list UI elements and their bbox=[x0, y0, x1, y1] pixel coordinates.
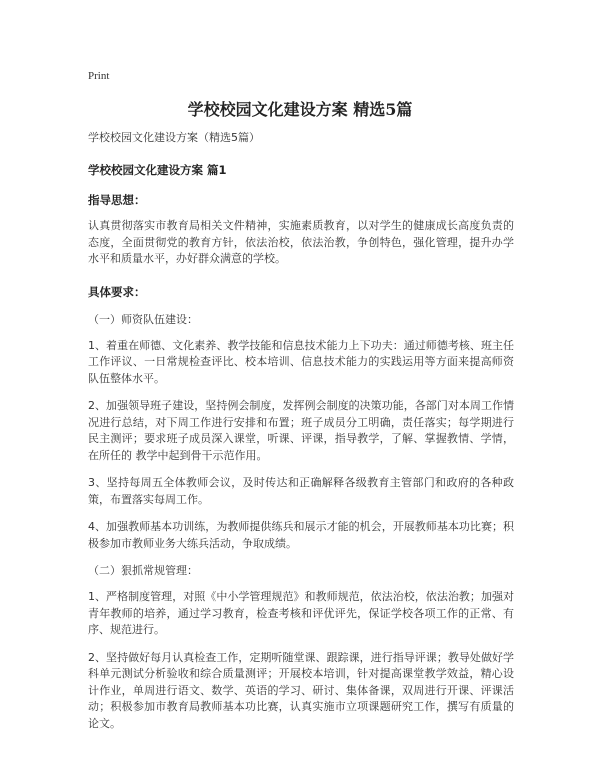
part1-item: 4、加强教师基本功训练，为教师提供练兵和展示才能的机会，开展教师基本功比赛；积极参加市教师业务大练兵活动，争取成绩。 bbox=[88, 520, 514, 550]
part1-item: 3、坚持每周五全体教师会议，及时传达和正确解释各级教育主管部门和政府的各种政策，布置落实每周工作。 bbox=[88, 476, 514, 506]
part2-item: 2、坚持做好每月认真检查工作，定期听随堂课、跟踪课，进行指导评课；教导处做好学科单元测试分析验收和综合质量测评；开展校本培训，针对提高课堂教学效益，精心设计作业，单周进行语文、数学、英语的学习、研讨、集体备课，双周进行开课、评课活动；积极参加市教育局教师基本功比赛，认真实施市立项课题研究工作，撰写有质量的论文。 bbox=[88, 650, 514, 730]
part1-item: 1、着重在师德、文化素养、教学技能和信息技术能力上下功夫：通过师德考核、班主任工作评议、一日常规检查评比、校本培训、信息技术能力的实践运用等方面来提高师资队伍整体水平。 bbox=[88, 338, 514, 385]
guiding-heading: 指导思想： bbox=[88, 193, 146, 207]
part2-item: 1、严格制度管理，对照《中小学管理规范》和教师规范，依法治校，依法治教；加强对青年教师的培养，通过学习教育，检查考核和评优评先，保证学校各项工作的正常、有序、规范进行。 bbox=[88, 590, 514, 636]
part1-item: 2、加强领导班子建设，坚持例会制度，发挥例会制度的决策功能，各部门对本周工作情况进行总结，对下周工作进行安排和布置；班子成员分工明确，责任落实；每学期进行民主测评；要求班子成员深入课堂，听课、评课，指导教学，了解、掌握教情、学情，在所任的 教学中起到骨干示范作用。 bbox=[88, 399, 514, 462]
guiding-paragraph: 认真贯彻落实市教育局相关文件精神，实施素质教育，以对学生的健康成长高度负责的态度，全面贯彻党的教育方针，依法治校，依法治教，争创特色，强化管理，提升办学水平和质量水平，办好群众满意的学校。 bbox=[88, 219, 514, 265]
section-title: 学校校园文化建设方案 篇1 bbox=[88, 163, 227, 177]
part2-heading: （二）狠抓常规管理： bbox=[88, 564, 198, 577]
document-subtitle: 学校校园文化建设方案（精选5篇） bbox=[88, 131, 260, 144]
part1-heading: （一）师资队伍建设： bbox=[88, 312, 198, 326]
print-label[interactable]: Print bbox=[88, 70, 110, 82]
document-body bbox=[88, 130, 514, 743]
requirements-heading: 具体要求： bbox=[88, 284, 146, 299]
document-title: 学校校园文化建设方案 精选5篇 bbox=[187, 100, 413, 119]
